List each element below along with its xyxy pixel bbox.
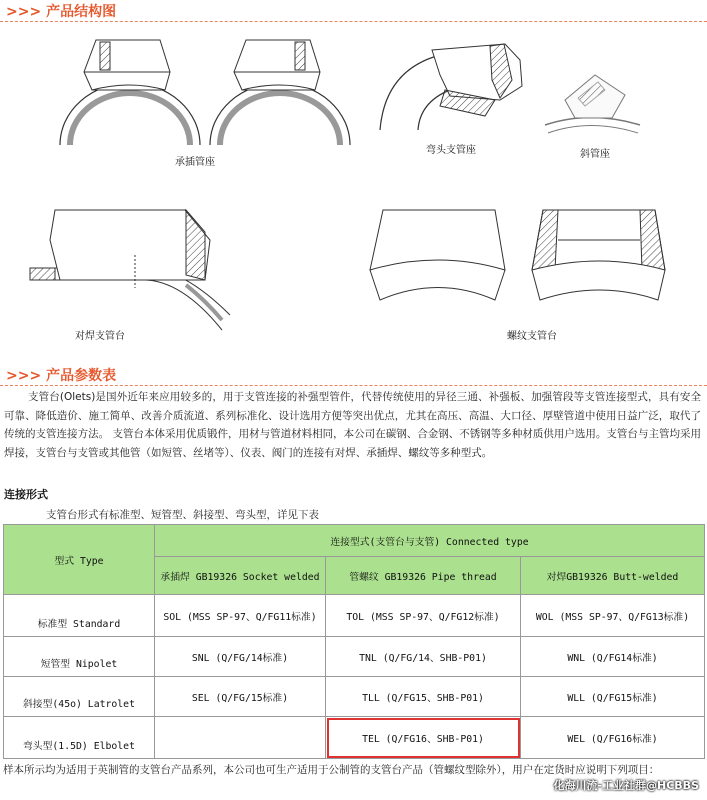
elbolet-drawing — [380, 44, 522, 130]
section-title: >>> 产品结构图 — [6, 4, 117, 20]
section-title: >>> 产品参数表 — [6, 368, 117, 384]
threaded-olet-section-drawing — [532, 210, 665, 300]
latrolet-drawing — [545, 75, 640, 133]
section-header-parameters — [0, 364, 707, 386]
table-cell: WOL (MSS SP-97、Q/FG13标准) — [521, 595, 705, 637]
table-row — [4, 677, 705, 717]
table-header-type: 型式 Type — [4, 525, 155, 595]
connection-form-heading: 连接形式 — [4, 488, 48, 501]
table-row — [4, 595, 705, 637]
table-header-connected-type: 连接型式(支管台与支管) Connected type — [155, 525, 705, 557]
table-cell — [155, 717, 326, 759]
footer-note: 样本所示均为适用于英制管的支管台产品系列，本公司也可生产适用于公制管的支管台产品（管螺纹型除外），用户在定货时应说明下列项目： — [3, 764, 660, 776]
table-cell: TLL (Q/FG15、SHB-P01) — [326, 677, 521, 717]
table-cell: SEL (Q/FG/15标准) — [155, 677, 326, 717]
table-header-socket-welded: 承插焊 GB19326 Socket welded — [155, 557, 326, 595]
buttweld-olet-drawing — [30, 210, 230, 330]
table-cell-type: 标准型 Standard — [4, 595, 155, 637]
table-cell-type: 斜接型(45o) Latrolet — [4, 677, 155, 717]
caption-buttweld-olet: 对焊支管台 — [75, 331, 125, 342]
connection-form-description: 支管台形式有标准型、短管型、斜接型、弯头型，详见下表 — [46, 509, 319, 521]
intro-paragraph: 支管台(Olets)是国外近年来应用较多的，用于支管连接的补强型管件，代替传统使用的异径三通、补强板、加强管段等支管连接型式，具有安全可靠、降低造价、施工简单、改善介质流道、系列标准化、设计选用方便等突出优点，尤其在高压、高温、大口径、厚壁管道中使用日益广泛，取代了传统的支管连接方法。 支管台本体采用优质锻件，用材与管道材料相同，本公司在碳钢、合金钢、不锈钢等多种材质供用户选用。支管台与主管均采用焊接，支管台与支管或其他管（如短管、丝堵等）、仪表、阀门的连接有对焊、承插焊、螺纹等多种型式。 — [4, 391, 701, 459]
table-cell: TOL (MSS SP-97、Q/FG12标准) — [326, 595, 521, 637]
watermark: 化海川流-工业社群@HCBBS — [553, 779, 699, 792]
socket-olet-drawing-2 — [210, 40, 350, 145]
olet-type-table — [3, 524, 705, 759]
table-cell-type: 弯头型(1.5D) Elbolet — [4, 717, 155, 759]
caption-socket-olet: 承插管座 — [175, 157, 215, 168]
table-header-pipe-thread: 管螺纹 GB19326 Pipe thread — [326, 557, 521, 595]
table-row — [4, 717, 705, 759]
table-cell: WEL (Q/FG16标准) — [521, 717, 705, 759]
table-cell: WLL (Q/FG15标准) — [521, 677, 705, 717]
dashed-divider — [0, 385, 707, 386]
socket-olet-drawing — [60, 40, 200, 145]
table-cell: SOL (MSS SP-97、Q/FG11标准) — [155, 595, 326, 637]
caption-elbolet: 弯头支管座 — [426, 145, 476, 156]
table-row — [4, 637, 705, 677]
table-cell-highlighted: TEL (Q/FG16、SHB-P01) — [326, 717, 521, 759]
caption-threaded-olet: 螺纹支管台 — [507, 331, 557, 342]
caption-latrolet: 斜管座 — [580, 149, 610, 160]
table-cell: SNL (Q/FG/14标准) — [155, 637, 326, 677]
table-header-butt-welded: 对焊GB19326 Butt-welded — [521, 557, 705, 595]
table-cell: WNL (Q/FG14标准) — [521, 637, 705, 677]
threaded-olet-drawing — [370, 210, 505, 300]
table-cell-type: 短管型 Nipolet — [4, 637, 155, 677]
table-cell: TNL (Q/FG/14、SHB-P01) — [326, 637, 521, 677]
structure-drawings — [0, 0, 707, 360]
